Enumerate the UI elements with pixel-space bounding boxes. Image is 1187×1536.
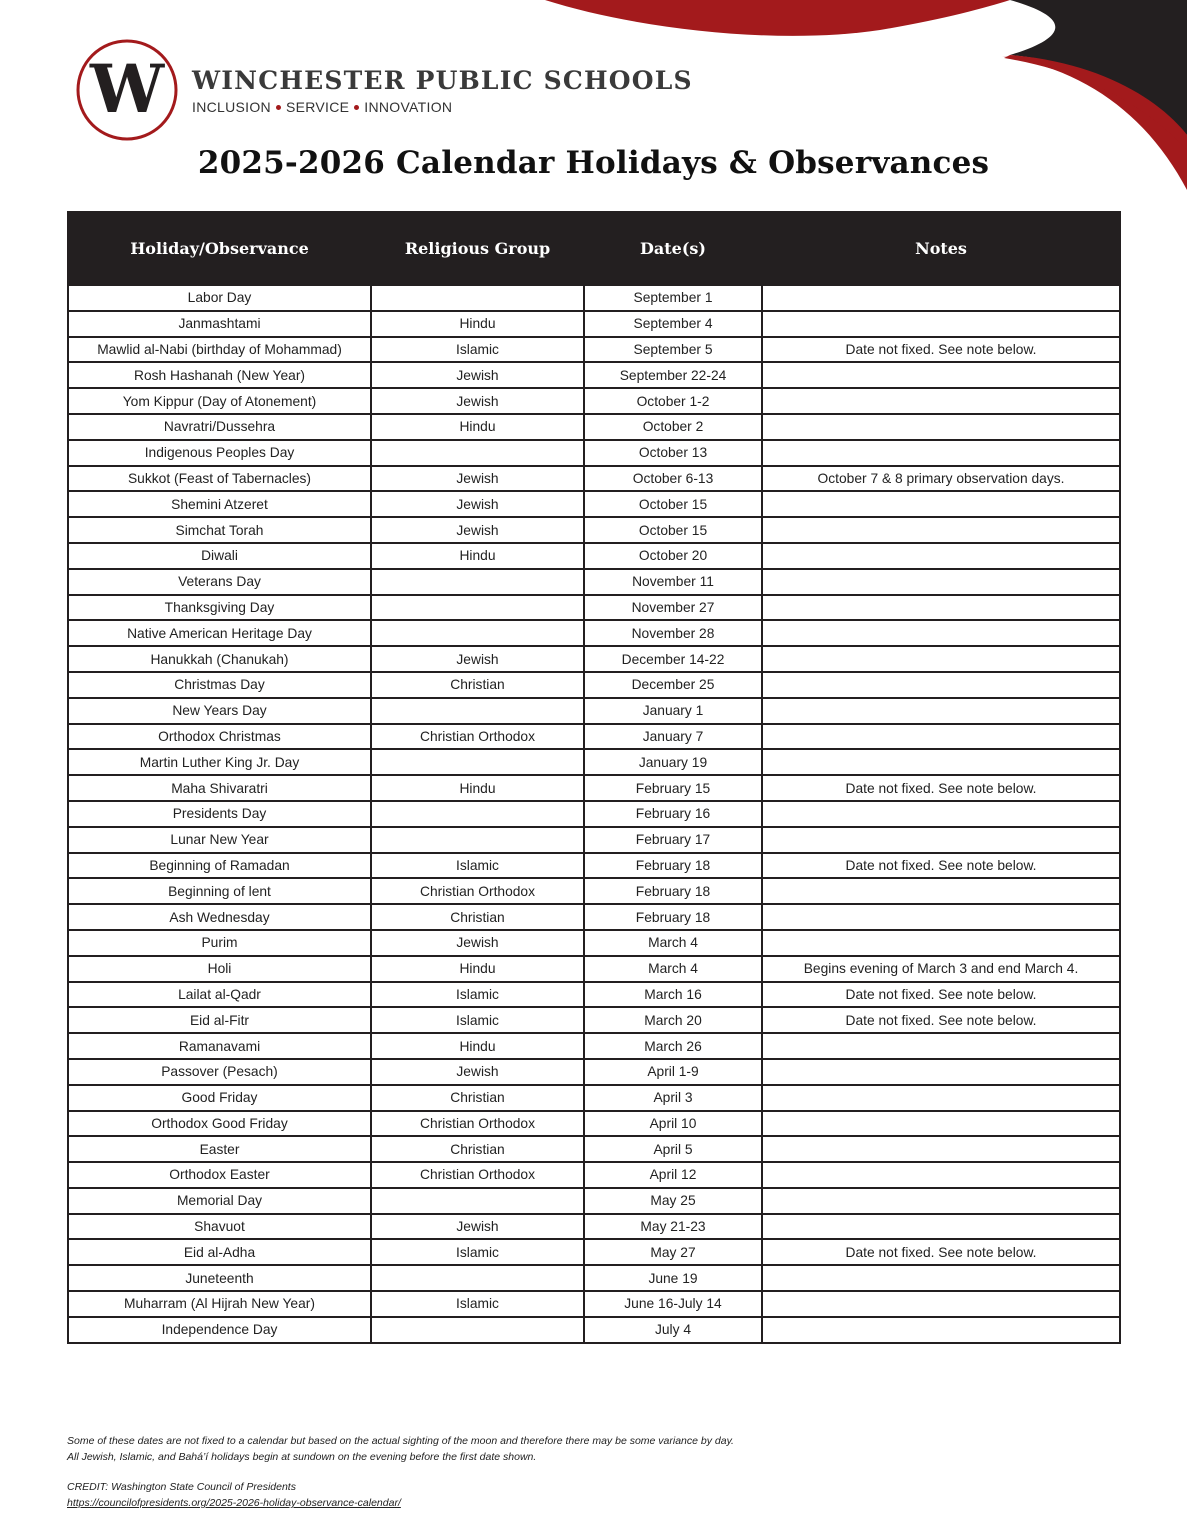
table-row bbox=[68, 543, 1120, 569]
cell-notes: Date not fixed. See note below. bbox=[762, 982, 1120, 1008]
cell-religious-group bbox=[371, 440, 584, 466]
cell-religious-group bbox=[371, 1317, 584, 1343]
cell-religious-group: Christian bbox=[371, 1136, 584, 1162]
column-header-notes: Notes bbox=[762, 212, 1120, 285]
cell-religious-group bbox=[371, 569, 584, 595]
cell-dates: September 5 bbox=[584, 337, 762, 363]
table-row bbox=[68, 1085, 1120, 1111]
cell-holiday: Shemini Atzeret bbox=[68, 491, 371, 517]
cell-holiday: Thanksgiving Day bbox=[68, 595, 371, 621]
cell-notes bbox=[762, 491, 1120, 517]
cell-religious-group: Islamic bbox=[371, 1007, 584, 1033]
cell-notes bbox=[762, 1162, 1120, 1188]
cell-notes bbox=[762, 1059, 1120, 1085]
cell-holiday: Rosh Hashanah (New Year) bbox=[68, 362, 371, 388]
table-header-row bbox=[68, 212, 1120, 285]
credit-text: CREDIT: Washington State Council of Presidents bbox=[67, 1481, 296, 1493]
table-row bbox=[68, 982, 1120, 1008]
table-row bbox=[68, 724, 1120, 750]
table-row bbox=[68, 569, 1120, 595]
cell-religious-group: Jewish bbox=[371, 1059, 584, 1085]
cell-religious-group bbox=[371, 620, 584, 646]
cell-dates: September 1 bbox=[584, 285, 762, 311]
cell-religious-group bbox=[371, 827, 584, 853]
cell-holiday: Good Friday bbox=[68, 1085, 371, 1111]
cell-notes bbox=[762, 724, 1120, 750]
cell-notes bbox=[762, 904, 1120, 930]
cell-dates: November 11 bbox=[584, 569, 762, 595]
cell-holiday: Muharram (Al Hijrah New Year) bbox=[68, 1291, 371, 1317]
cell-holiday: Native American Heritage Day bbox=[68, 620, 371, 646]
cell-dates: February 17 bbox=[584, 827, 762, 853]
cell-notes bbox=[762, 827, 1120, 853]
cell-holiday: Labor Day bbox=[68, 285, 371, 311]
cell-religious-group: Jewish bbox=[371, 646, 584, 672]
table-row bbox=[68, 1162, 1120, 1188]
tagline-item: INNOVATION bbox=[364, 99, 453, 115]
cell-religious-group: Christian Orthodox bbox=[371, 1111, 584, 1137]
cell-religious-group: Islamic bbox=[371, 337, 584, 363]
cell-holiday: Ramanavami bbox=[68, 1033, 371, 1059]
cell-dates: April 10 bbox=[584, 1111, 762, 1137]
cell-dates: February 16 bbox=[584, 801, 762, 827]
cell-religious-group: Jewish bbox=[371, 517, 584, 543]
cell-religious-group: Christian bbox=[371, 1085, 584, 1111]
cell-religious-group: Islamic bbox=[371, 982, 584, 1008]
table-row bbox=[68, 1317, 1120, 1343]
cell-dates: April 3 bbox=[584, 1085, 762, 1111]
cell-religious-group: Islamic bbox=[371, 853, 584, 879]
cell-holiday: Orthodox Easter bbox=[68, 1162, 371, 1188]
school-name: WINCHESTER PUBLIC SCHOOLS bbox=[192, 66, 693, 95]
cell-holiday: Passover (Pesach) bbox=[68, 1059, 371, 1085]
cell-dates: April 5 bbox=[584, 1136, 762, 1162]
cell-religious-group: Jewish bbox=[371, 388, 584, 414]
column-header-religious-group: Religious Group bbox=[371, 212, 584, 285]
page-title: 2025-2026 Calendar Holidays & Observances bbox=[197, 145, 990, 181]
cell-notes: Date not fixed. See note below. bbox=[762, 337, 1120, 363]
cell-holiday: Christmas Day bbox=[68, 672, 371, 698]
cell-religious-group: Hindu bbox=[371, 775, 584, 801]
cell-notes bbox=[762, 1188, 1120, 1214]
table-row bbox=[68, 1059, 1120, 1085]
tagline-item: INCLUSION bbox=[192, 99, 271, 115]
cell-holiday: Holi bbox=[68, 956, 371, 982]
cell-holiday: Orthodox Good Friday bbox=[68, 1111, 371, 1137]
cell-notes bbox=[762, 569, 1120, 595]
credit-block bbox=[67, 1479, 401, 1511]
table-row bbox=[68, 1188, 1120, 1214]
cell-dates: October 2 bbox=[584, 414, 762, 440]
table-row bbox=[68, 956, 1120, 982]
cell-religious-group: Jewish bbox=[371, 930, 584, 956]
cell-holiday: Sukkot (Feast of Tabernacles) bbox=[68, 466, 371, 492]
credit-link[interactable]: https://councilofpresidents.org/2025-2026-holiday-observance-calendar/ bbox=[67, 1497, 401, 1509]
cell-notes bbox=[762, 517, 1120, 543]
cell-religious-group: Hindu bbox=[371, 956, 584, 982]
cell-dates: February 18 bbox=[584, 904, 762, 930]
cell-notes bbox=[762, 1111, 1120, 1137]
tagline-bullet bbox=[354, 105, 359, 110]
cell-dates: October 1-2 bbox=[584, 388, 762, 414]
table-row bbox=[68, 362, 1120, 388]
cell-holiday: Martin Luther King Jr. Day bbox=[68, 749, 371, 775]
table-row bbox=[68, 1111, 1120, 1137]
table-row bbox=[68, 1136, 1120, 1162]
cell-notes bbox=[762, 595, 1120, 621]
cell-religious-group bbox=[371, 698, 584, 724]
cell-notes bbox=[762, 646, 1120, 672]
table-row bbox=[68, 1033, 1120, 1059]
cell-dates: May 25 bbox=[584, 1188, 762, 1214]
cell-holiday: Easter bbox=[68, 1136, 371, 1162]
table-row bbox=[68, 595, 1120, 621]
cell-dates: July 4 bbox=[584, 1317, 762, 1343]
cell-notes bbox=[762, 672, 1120, 698]
cell-notes bbox=[762, 440, 1120, 466]
cell-holiday: Beginning of lent bbox=[68, 878, 371, 904]
cell-dates: December 25 bbox=[584, 672, 762, 698]
cell-dates: February 18 bbox=[584, 853, 762, 879]
cell-religious-group: Islamic bbox=[371, 1291, 584, 1317]
cell-holiday: Independence Day bbox=[68, 1317, 371, 1343]
tagline-item: SERVICE bbox=[285, 99, 350, 115]
cell-religious-group bbox=[371, 1188, 584, 1214]
table-row bbox=[68, 698, 1120, 724]
table-row bbox=[68, 904, 1120, 930]
cell-dates: January 19 bbox=[584, 749, 762, 775]
table-row bbox=[68, 337, 1120, 363]
cell-holiday: Beginning of Ramadan bbox=[68, 853, 371, 879]
cell-religious-group: Hindu bbox=[371, 414, 584, 440]
cell-religious-group: Christian Orthodox bbox=[371, 1162, 584, 1188]
cell-dates: May 21-23 bbox=[584, 1214, 762, 1240]
cell-notes bbox=[762, 1214, 1120, 1240]
cell-holiday: Indigenous Peoples Day bbox=[68, 440, 371, 466]
cell-dates: January 1 bbox=[584, 698, 762, 724]
cell-dates: September 4 bbox=[584, 311, 762, 337]
cell-dates: March 20 bbox=[584, 1007, 762, 1033]
cell-notes bbox=[762, 1291, 1120, 1317]
school-logo bbox=[75, 38, 179, 142]
cell-dates: April 1-9 bbox=[584, 1059, 762, 1085]
cell-holiday: New Years Day bbox=[68, 698, 371, 724]
cell-holiday: Hanukkah (Chanukah) bbox=[68, 646, 371, 672]
column-header-dates: Date(s) bbox=[584, 212, 762, 285]
column-header-holiday: Holiday/Observance bbox=[68, 212, 371, 285]
cell-holiday: Shavuot bbox=[68, 1214, 371, 1240]
table-row bbox=[68, 749, 1120, 775]
cell-dates: October 6-13 bbox=[584, 466, 762, 492]
cell-notes bbox=[762, 543, 1120, 569]
cell-holiday: Juneteenth bbox=[68, 1265, 371, 1291]
table-row bbox=[68, 1239, 1120, 1265]
cell-holiday: Memorial Day bbox=[68, 1188, 371, 1214]
cell-dates: March 4 bbox=[584, 930, 762, 956]
cell-notes bbox=[762, 1136, 1120, 1162]
cell-holiday: Diwali bbox=[68, 543, 371, 569]
table-row bbox=[68, 672, 1120, 698]
cell-holiday: Navratri/Dussehra bbox=[68, 414, 371, 440]
cell-dates: June 16-July 14 bbox=[584, 1291, 762, 1317]
cell-notes: Date not fixed. See note below. bbox=[762, 775, 1120, 801]
cell-dates: January 7 bbox=[584, 724, 762, 750]
cell-notes bbox=[762, 749, 1120, 775]
cell-religious-group: Hindu bbox=[371, 1033, 584, 1059]
cell-religious-group: Christian Orthodox bbox=[371, 724, 584, 750]
table-row bbox=[68, 775, 1120, 801]
cell-holiday: Orthodox Christmas bbox=[68, 724, 371, 750]
cell-notes: Date not fixed. See note below. bbox=[762, 1239, 1120, 1265]
cell-dates: November 28 bbox=[584, 620, 762, 646]
cell-dates: June 19 bbox=[584, 1265, 762, 1291]
table-row bbox=[68, 827, 1120, 853]
footnotes bbox=[67, 1433, 734, 1465]
table-row bbox=[68, 285, 1120, 311]
cell-holiday: Lailat al-Qadr bbox=[68, 982, 371, 1008]
cell-holiday: Ash Wednesday bbox=[68, 904, 371, 930]
cell-religious-group bbox=[371, 1265, 584, 1291]
cell-dates: March 16 bbox=[584, 982, 762, 1008]
cell-dates: May 27 bbox=[584, 1239, 762, 1265]
cell-notes bbox=[762, 698, 1120, 724]
cell-holiday: Janmashtami bbox=[68, 311, 371, 337]
cell-holiday: Eid al-Adha bbox=[68, 1239, 371, 1265]
table-row bbox=[68, 1214, 1120, 1240]
table-row bbox=[68, 388, 1120, 414]
cell-dates: December 14-22 bbox=[584, 646, 762, 672]
cell-notes bbox=[762, 362, 1120, 388]
table-row bbox=[68, 801, 1120, 827]
cell-holiday: Veterans Day bbox=[68, 569, 371, 595]
tagline bbox=[192, 99, 693, 115]
cell-notes bbox=[762, 1317, 1120, 1343]
cell-notes bbox=[762, 878, 1120, 904]
cell-religious-group: Islamic bbox=[371, 1239, 584, 1265]
cell-religious-group: Hindu bbox=[371, 543, 584, 569]
cell-notes: Date not fixed. See note below. bbox=[762, 853, 1120, 879]
cell-dates: March 26 bbox=[584, 1033, 762, 1059]
cell-notes bbox=[762, 801, 1120, 827]
cell-notes bbox=[762, 311, 1120, 337]
cell-holiday: Yom Kippur (Day of Atonement) bbox=[68, 388, 371, 414]
cell-dates: October 15 bbox=[584, 491, 762, 517]
cell-dates: February 15 bbox=[584, 775, 762, 801]
tagline-bullet bbox=[276, 105, 281, 110]
cell-religious-group bbox=[371, 801, 584, 827]
table-row bbox=[68, 414, 1120, 440]
table-row bbox=[68, 466, 1120, 492]
holidays-table bbox=[67, 211, 1121, 1344]
table-row bbox=[68, 1291, 1120, 1317]
cell-dates: March 4 bbox=[584, 956, 762, 982]
table-row bbox=[68, 1265, 1120, 1291]
table-row bbox=[68, 930, 1120, 956]
cell-religious-group bbox=[371, 749, 584, 775]
table-row bbox=[68, 646, 1120, 672]
table-row bbox=[68, 311, 1120, 337]
cell-holiday: Purim bbox=[68, 930, 371, 956]
cell-religious-group: Christian Orthodox bbox=[371, 878, 584, 904]
table-row bbox=[68, 620, 1120, 646]
cell-dates: October 13 bbox=[584, 440, 762, 466]
cell-religious-group: Jewish bbox=[371, 1214, 584, 1240]
cell-religious-group: Jewish bbox=[371, 491, 584, 517]
cell-notes bbox=[762, 930, 1120, 956]
cell-religious-group: Jewish bbox=[371, 362, 584, 388]
cell-dates: November 27 bbox=[584, 595, 762, 621]
logo-letter: W bbox=[89, 50, 165, 128]
table-row bbox=[68, 1007, 1120, 1033]
cell-notes: Date not fixed. See note below. bbox=[762, 1007, 1120, 1033]
table-row bbox=[68, 853, 1120, 879]
cell-notes bbox=[762, 414, 1120, 440]
cell-notes bbox=[762, 388, 1120, 414]
cell-notes bbox=[762, 285, 1120, 311]
cell-notes bbox=[762, 1085, 1120, 1111]
cell-notes bbox=[762, 1033, 1120, 1059]
table-row bbox=[68, 440, 1120, 466]
cell-dates: October 20 bbox=[584, 543, 762, 569]
cell-dates: September 22-24 bbox=[584, 362, 762, 388]
cell-dates: February 18 bbox=[584, 878, 762, 904]
cell-religious-group bbox=[371, 595, 584, 621]
footnote-moon-sighting: Some of these dates are not fixed to a calendar but based on the actual sighting of the moon and therefore there may be some variance by day. bbox=[67, 1435, 734, 1447]
table-body bbox=[68, 285, 1120, 1343]
cell-holiday: Eid al-Fitr bbox=[68, 1007, 371, 1033]
table-row bbox=[68, 517, 1120, 543]
cell-religious-group bbox=[371, 285, 584, 311]
cell-holiday: Lunar New Year bbox=[68, 827, 371, 853]
cell-dates: October 15 bbox=[584, 517, 762, 543]
table-row bbox=[68, 878, 1120, 904]
cell-notes: Begins evening of March 3 and end March 4. bbox=[762, 956, 1120, 982]
cell-notes bbox=[762, 620, 1120, 646]
table-row bbox=[68, 491, 1120, 517]
cell-religious-group: Jewish bbox=[371, 466, 584, 492]
cell-dates: April 12 bbox=[584, 1162, 762, 1188]
footnote-sundown: All Jewish, Islamic, and Bahá’í holidays begin at sundown on the evening before the first date shown. bbox=[67, 1451, 537, 1463]
cell-holiday: Simchat Torah bbox=[68, 517, 371, 543]
cell-notes bbox=[762, 1265, 1120, 1291]
cell-religious-group: Christian bbox=[371, 672, 584, 698]
brand-block bbox=[192, 66, 693, 115]
cell-religious-group: Hindu bbox=[371, 311, 584, 337]
cell-holiday: Mawlid al-Nabi (birthday of Mohammad) bbox=[68, 337, 371, 363]
cell-religious-group: Christian bbox=[371, 904, 584, 930]
cell-notes: October 7 & 8 primary observation days. bbox=[762, 466, 1120, 492]
cell-holiday: Maha Shivaratri bbox=[68, 775, 371, 801]
cell-holiday: Presidents Day bbox=[68, 801, 371, 827]
